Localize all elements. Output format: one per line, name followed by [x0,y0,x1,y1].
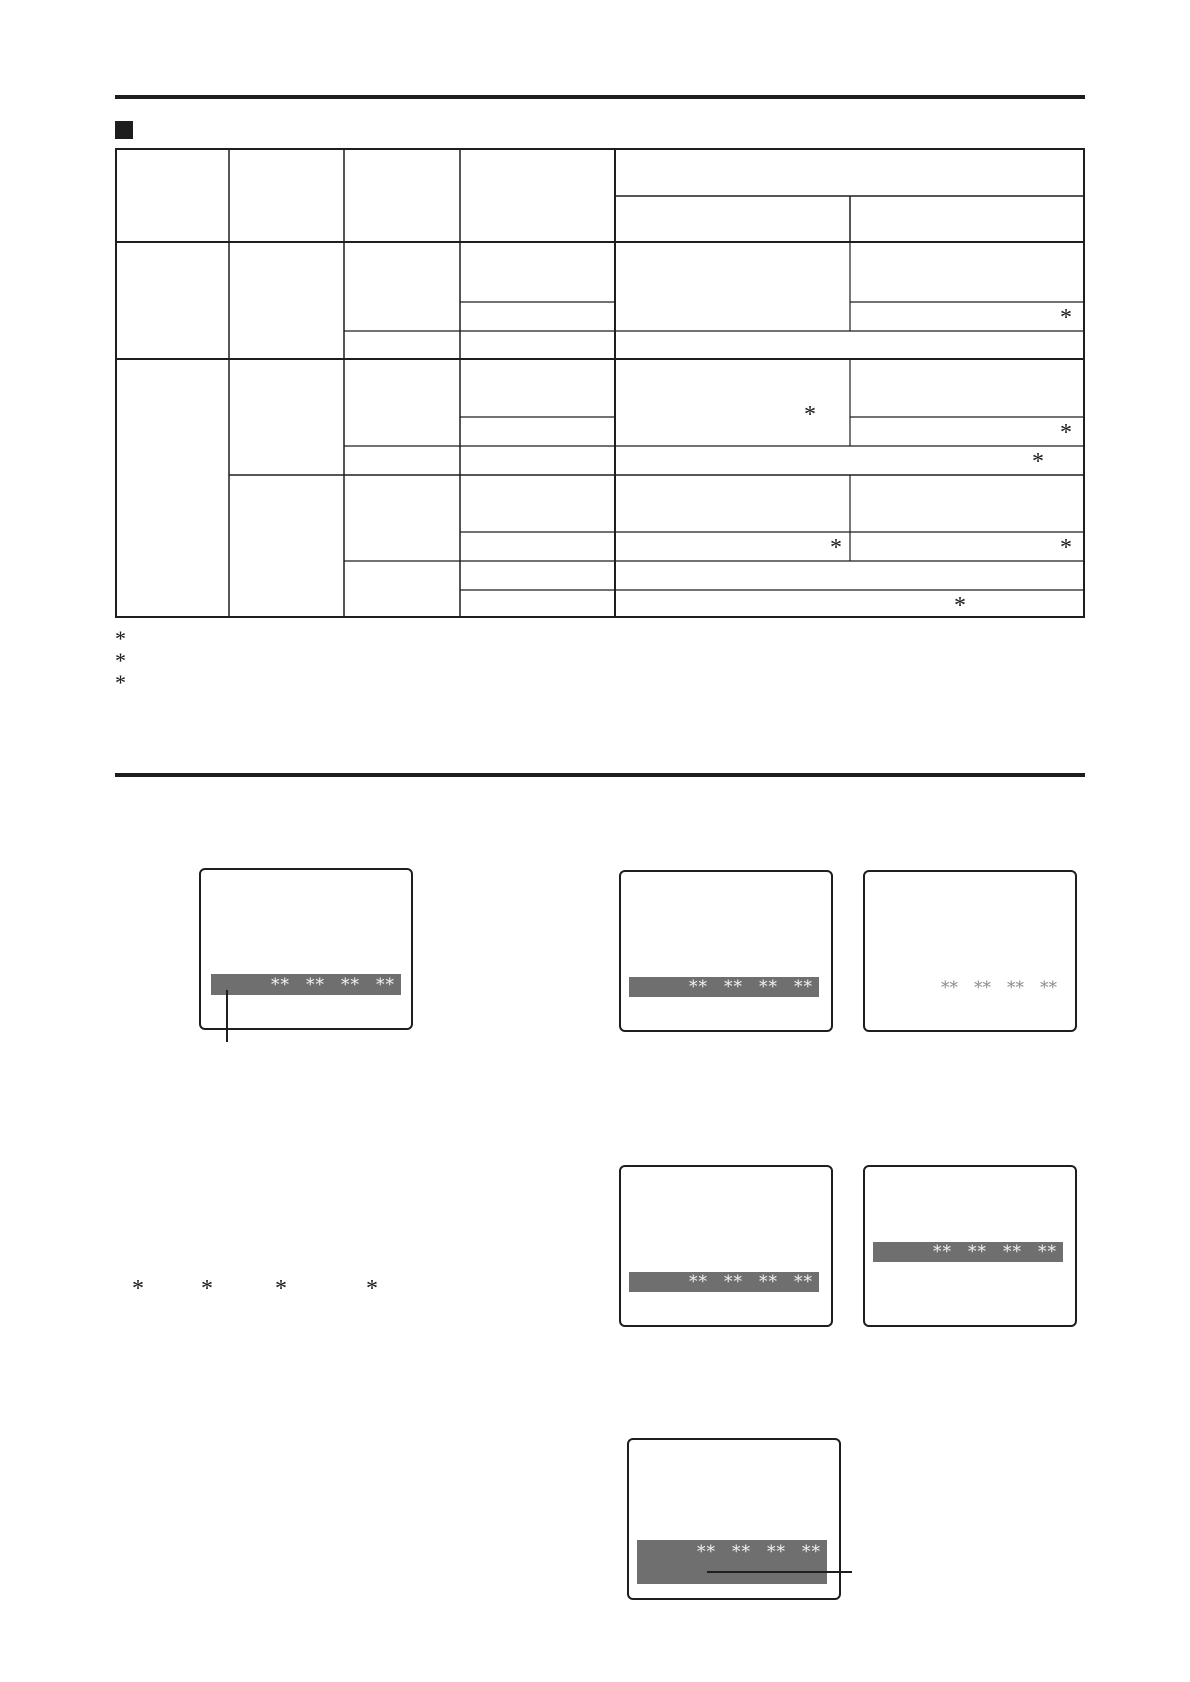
osd-field: ** [933,1242,952,1262]
osd-bar [873,1242,1063,1262]
osd-field: ** [689,977,708,997]
osd-field: ** [974,978,991,998]
osd-field: ** [759,1272,778,1292]
monitor-screen-diagram [199,868,413,1030]
setting-marker: * [275,1276,287,1302]
osd-bar [211,974,401,995]
footnote-marker: * [115,670,126,695]
osd-bar-two-line [637,1540,827,1584]
monitor-screen-diagram [619,1165,833,1327]
note-marker: * [954,593,966,619]
section-rule-middle [115,773,1085,777]
osd-field: ** [1038,1242,1057,1262]
settings-table [115,148,1085,618]
monitor-screen-diagram [619,870,833,1032]
osd-field: ** [802,1542,821,1562]
osd-field: ** [724,977,743,997]
section-marker-square [115,121,133,139]
setting-marker: * [201,1276,213,1302]
osd-field: ** [271,974,290,995]
osd-field: ** [1003,1242,1022,1262]
note-marker: * [1060,535,1072,561]
osd-field: ** [1040,978,1057,998]
osd-field: ** [794,977,813,997]
osd-bar [629,1272,819,1292]
osd-bar [629,977,819,997]
note-marker: * [830,535,842,561]
section-rule-top [115,95,1085,99]
monitor-screen-diagram [863,870,1077,1032]
osd-field: ** [724,1272,743,1292]
osd-field: ** [941,978,958,998]
osd-field: ** [759,977,778,997]
monitor-screen-diagram [627,1438,841,1600]
setting-marker: * [366,1276,378,1302]
footnote-marker: * [115,648,126,673]
footnote-marker: * [115,626,126,651]
osd-field: ** [767,1542,786,1562]
osd-field: ** [341,974,360,995]
osd-field: ** [1007,978,1024,998]
osd-field: ** [732,1542,751,1562]
table-grid [115,148,1085,618]
note-marker: * [1032,449,1044,475]
osd-field: ** [689,1272,708,1292]
monitor-screen-diagram [863,1165,1077,1327]
osd-field: ** [697,1542,716,1562]
osd-field: ** [968,1242,987,1262]
osd-field: ** [376,974,395,995]
callout-leader-line [707,1571,852,1573]
osd-text-no-background [873,978,1063,998]
setting-marker: * [132,1276,144,1302]
note-marker: * [1060,420,1072,446]
callout-leader-line [226,990,228,1042]
osd-field: ** [306,974,325,995]
note-marker: * [804,402,816,428]
osd-field: ** [794,1272,813,1292]
note-marker: * [1060,305,1072,331]
